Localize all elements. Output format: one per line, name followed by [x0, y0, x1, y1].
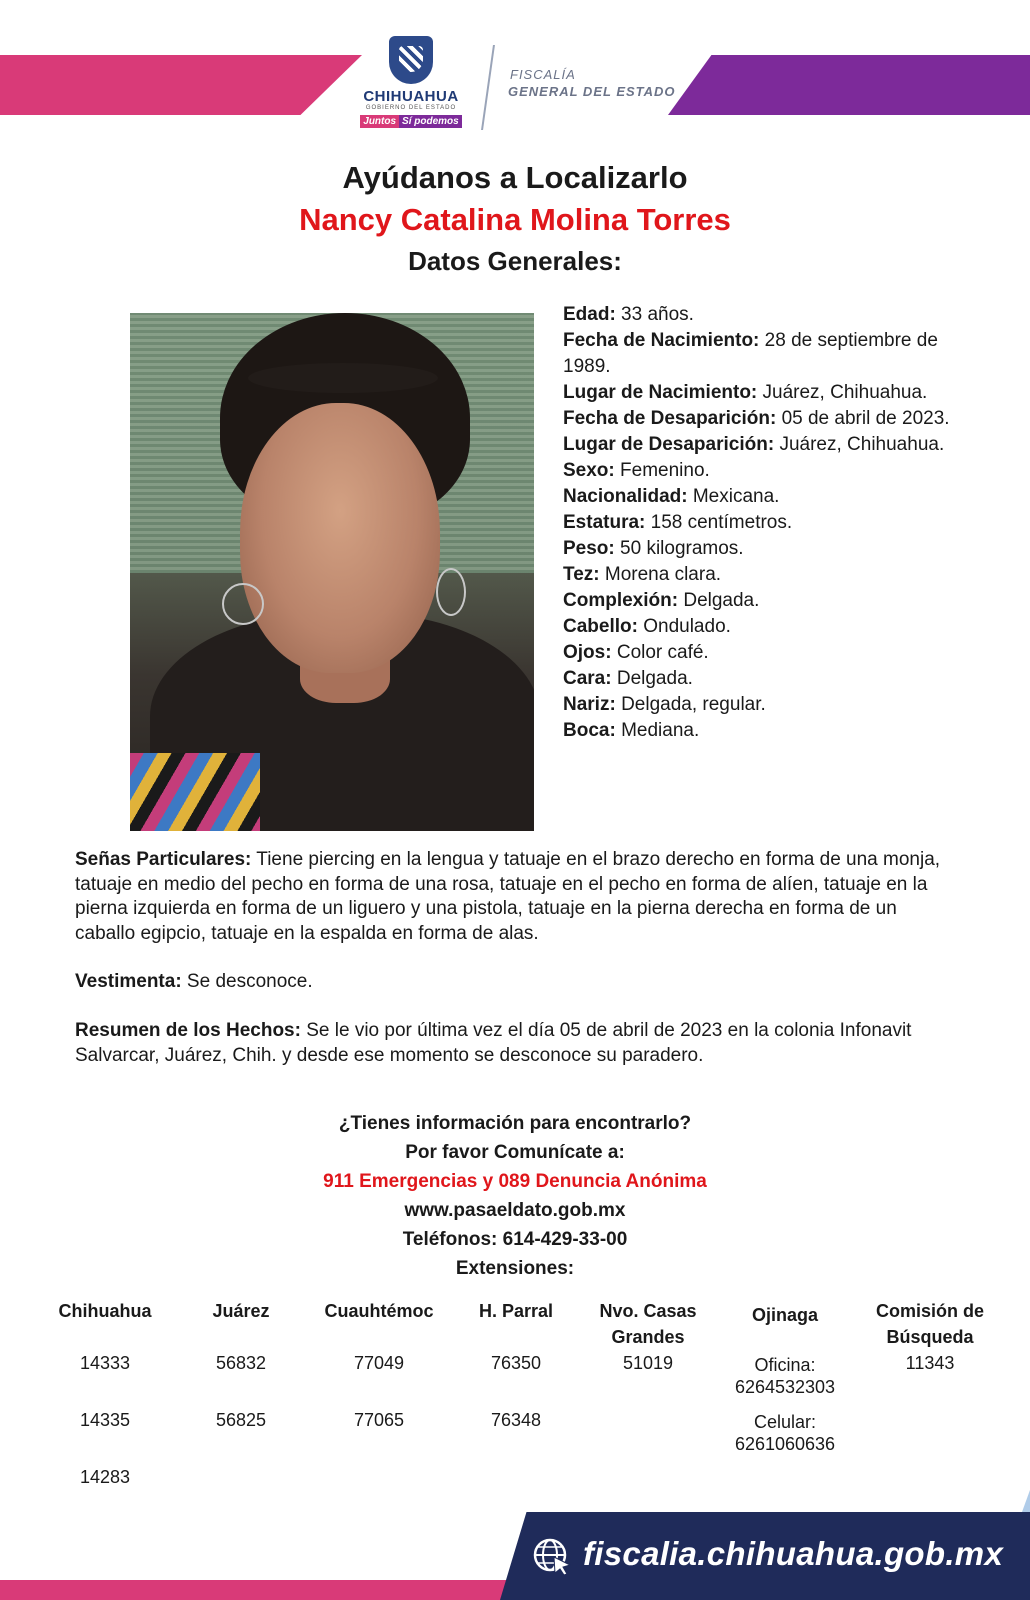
photo-headband [248, 363, 438, 393]
extension-column-casas-grandes [573, 1298, 723, 1407]
ojinaga-cell [710, 1411, 860, 1468]
distinguishing-marks-paragraph [75, 848, 955, 946]
general-data-list [563, 302, 963, 744]
detail-label: Edad: [563, 304, 616, 325]
header-bar-right [668, 55, 1030, 115]
extension-value: 56832 [215, 1353, 267, 1373]
page-title: Ayúdanos a Localizarlo [342, 160, 688, 195]
photo-face [240, 403, 440, 673]
logo-subtitle: GOBIERNO DEL ESTADO [365, 105, 457, 111]
detail-birth-date [563, 328, 963, 380]
detail-value: Morena clara. [599, 564, 722, 585]
extension-value: 14283 [79, 1467, 131, 1487]
detail-label: Boca: [563, 720, 616, 741]
extension-value: 56825 [215, 1410, 267, 1430]
extension-value: 77049 [353, 1353, 405, 1373]
extension-header: Chihuahua [58, 1301, 152, 1321]
extension-value: 77065 [353, 1410, 405, 1430]
detail-value: Delgada. [678, 590, 760, 611]
detail-mouth [563, 718, 963, 744]
detail-label: Lugar de Desaparición: [563, 434, 775, 455]
person-name: Nancy Catalina Molina Torres [299, 202, 731, 237]
detail-label: Lugar de Nacimiento: [563, 382, 758, 403]
detail-value: Delgada, regular. [615, 694, 766, 715]
extension-value: 76350 [490, 1353, 542, 1373]
detail-label: Sexo: [563, 460, 615, 481]
detail-label: Nariz: [563, 694, 616, 715]
detail-value: Color café. [611, 642, 709, 663]
emergency-numbers: 911 Emergencias y 089 Denuncia Anónima [323, 1171, 707, 1192]
detail-hair [563, 614, 963, 640]
extension-column-parral [441, 1298, 591, 1464]
detail-face [563, 666, 963, 692]
clothing-text: Se desconoce. [181, 971, 313, 992]
logo-slogan [360, 115, 461, 128]
clothing-paragraph [75, 970, 955, 995]
detail-label: Peso: [563, 538, 615, 559]
detail-eyes [563, 640, 963, 666]
logo-name: CHIHUAHUA [363, 88, 459, 105]
chihuahua-government-logo [352, 36, 470, 136]
ojinaga-office-label: Oficina: [754, 1355, 816, 1375]
extension-header: Ojinaga [751, 1305, 818, 1325]
detail-build [563, 588, 963, 614]
extension-header: Juárez [212, 1301, 270, 1321]
extension-header: Cuauhtémoc [324, 1301, 434, 1321]
detail-nationality [563, 484, 963, 510]
extension-column-busqueda [855, 1298, 1005, 1407]
header-bar-left [0, 55, 362, 115]
extension-column-cuauhtemoc [304, 1298, 454, 1464]
phone-numbers: Teléfonos: 614-429-33-00 [402, 1229, 628, 1250]
extension-value: 76348 [490, 1410, 542, 1430]
detail-sex [563, 458, 963, 484]
detail-value: Delgada. [611, 668, 693, 689]
extensions-label: Extensiones: [455, 1258, 575, 1279]
missing-person-photo [130, 313, 534, 831]
detail-label: Fecha de Nacimiento: [563, 330, 760, 351]
detail-weight [563, 536, 963, 562]
footer-website[interactable]: fiscalia.chihuahua.gob.mx [583, 1535, 1004, 1572]
section-subtitle: Datos Generales: [408, 246, 622, 276]
ojinaga-cell-number: 6261060636 [734, 1434, 836, 1454]
globe-cursor-icon [532, 1537, 572, 1577]
distinguishing-marks-text: Tiene piercing en la lengua y tatuaje en el brazo derecho en forma de una monja, tatuaje en medio del pecho en forma de una rosa, tatuaje en el pecho en forma de alíen, tatuaje en la pierna izquierda en forma de un liguero y una pistola, tatuaje en la pierna derecha en forma de un caballo egipcio, tatuaje en la espalda en forma de alas. [75, 849, 941, 944]
extension-column-chihuahua [30, 1298, 180, 1521]
detail-label: Ojos: [563, 642, 612, 663]
extension-value: 51019 [622, 1353, 674, 1373]
detail-birth-place [563, 380, 963, 406]
detail-value: 05 de abril de 2023. [776, 408, 950, 429]
ojinaga-cell-label: Celular: [753, 1412, 817, 1432]
footer-bar-left [0, 1580, 520, 1600]
detail-complexion-tone [563, 562, 963, 588]
detail-value: Femenino. [614, 460, 710, 481]
extension-header: H. Parral [478, 1301, 554, 1321]
detail-nose [563, 692, 963, 718]
detail-age [563, 302, 963, 328]
detail-label: Cabello: [563, 616, 638, 637]
detail-value: 50 kilogramos. [614, 538, 744, 559]
detail-label: Fecha de Desaparición: [563, 408, 777, 429]
detail-label: Tez: [563, 564, 600, 585]
photo-earring-right [436, 568, 466, 616]
slogan-part-2: Sí podemos [399, 115, 462, 128]
contact-please: Por favor Comunícate a: [405, 1142, 625, 1163]
detail-disappearance-date [563, 406, 963, 432]
photo-patterned-cloth [130, 753, 260, 831]
fiscalia-general-label: GENERAL DEL ESTADO [508, 84, 676, 99]
state-seal-icon [389, 36, 433, 84]
detail-label: Nacionalidad: [563, 486, 688, 507]
distinguishing-marks-label: Señas Particulares: [75, 849, 252, 870]
detail-value: 28 de septiembre de 1989. [563, 330, 938, 377]
extension-value: 14333 [79, 1353, 131, 1373]
detail-label: Complexión: [563, 590, 679, 611]
clothing-label: Vestimenta: [75, 971, 182, 992]
detail-value: Ondulado. [637, 616, 731, 637]
extension-column-juarez [166, 1298, 316, 1464]
contact-question: ¿Tienes información para encontrarlo? [338, 1113, 692, 1134]
extension-header: Comisión de Búsqueda [875, 1301, 984, 1347]
slogan-part-1: Juntos [360, 115, 399, 128]
fiscalia-label: FISCALÍA [510, 67, 576, 82]
detail-label: Estatura: [563, 512, 646, 533]
detail-value: Mediana. [615, 720, 700, 741]
header-divider [481, 45, 495, 130]
summary-paragraph [75, 1019, 955, 1068]
detail-value: Juárez, Chihuahua. [774, 434, 945, 455]
detail-height [563, 510, 963, 536]
detail-value: Juárez, Chihuahua. [757, 382, 928, 403]
detail-disappearance-place [563, 432, 963, 458]
extension-value: 14335 [79, 1410, 131, 1430]
website-link[interactable]: www.pasaeldato.gob.mx [404, 1200, 626, 1221]
summary-label: Resumen de los Hechos: [75, 1020, 301, 1041]
detail-value: Mexicana. [687, 486, 780, 507]
photo-earring-left [222, 583, 264, 625]
extension-header: Nvo. Casas Grandes [599, 1301, 697, 1347]
detail-value: 158 centímetros. [645, 512, 793, 533]
extension-column-ojinaga [710, 1302, 860, 1468]
extension-value: 11343 [905, 1353, 955, 1373]
ojinaga-office [710, 1354, 860, 1411]
ojinaga-office-number: 6264532303 [734, 1377, 836, 1397]
summary-text: Se le vio por última vez el día 05 de abril de 2023 en la colonia Infonavit Salvarcar, Juárez, Chih. y desde ese momento se desconoce su paradero. [75, 1020, 912, 1066]
detail-label: Cara: [563, 668, 612, 689]
detail-value: 33 años. [615, 304, 694, 325]
